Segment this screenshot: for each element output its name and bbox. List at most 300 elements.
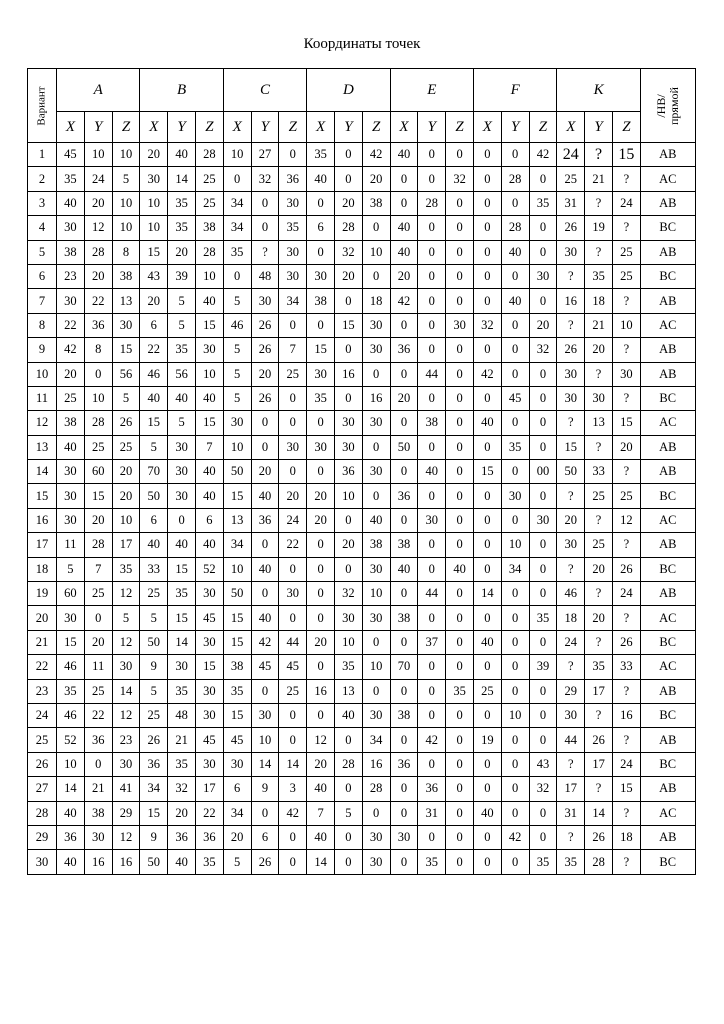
coord-cell-e-x: 20 — [390, 264, 418, 288]
coord-cell-b-y: 35 — [168, 216, 196, 240]
coord-cell-d-x: 15 — [307, 338, 335, 362]
coord-cell-k-x: 24 — [557, 143, 585, 167]
coord-cell-k-x: ? — [557, 411, 585, 435]
coord-cell-f-z: 43 — [529, 752, 557, 776]
coord-cell-f-x: 40 — [473, 801, 501, 825]
coord-cell-f-y: 0 — [501, 850, 529, 874]
coord-cell-c-y: 26 — [251, 386, 279, 410]
table-row — [28, 484, 696, 508]
coord-cell-a-z: 10 — [112, 508, 140, 532]
variant-number-cell: 1 — [28, 143, 57, 167]
coord-cell-e-z: 0 — [446, 338, 474, 362]
coord-cell-b-z: 6 — [195, 508, 223, 532]
nv-line-cell: AB — [640, 582, 695, 606]
coord-cell-b-y: 5 — [168, 411, 196, 435]
coord-cell-d-z: 30 — [362, 313, 390, 337]
coord-cell-a-x: 46 — [57, 703, 85, 727]
coord-cell-d-y: 16 — [334, 362, 362, 386]
coord-cell-b-x: 15 — [140, 801, 168, 825]
coord-cell-b-y: 30 — [168, 460, 196, 484]
coord-cell-a-z: 16 — [112, 850, 140, 874]
coord-cell-a-z: 41 — [112, 777, 140, 801]
coord-cell-d-y: 36 — [334, 460, 362, 484]
coord-cell-e-z: 35 — [446, 679, 474, 703]
coord-cell-f-z: 42 — [529, 143, 557, 167]
coord-cell-b-y: 40 — [168, 143, 196, 167]
coord-cell-b-x: 50 — [140, 484, 168, 508]
coord-cell-f-z: 0 — [529, 679, 557, 703]
coord-cell-d-y: 13 — [334, 679, 362, 703]
coord-cell-k-x: 30 — [557, 386, 585, 410]
nv-line-cell: AB — [640, 435, 695, 459]
coord-cell-k-y: 17 — [585, 679, 613, 703]
coord-cell-d-x: 0 — [307, 606, 335, 630]
coord-cell-a-x: 20 — [57, 362, 85, 386]
nv-line-cell: BC — [640, 264, 695, 288]
coord-cell-a-z: 5 — [112, 386, 140, 410]
axis-header-a-y: Y — [84, 112, 112, 143]
variant-number-cell: 26 — [28, 752, 57, 776]
nv-line-cell: AC — [640, 655, 695, 679]
coord-cell-c-x: 15 — [223, 703, 251, 727]
coord-cell-b-y: 30 — [168, 655, 196, 679]
table-row — [28, 557, 696, 581]
coord-cell-a-x: 45 — [57, 143, 85, 167]
coord-cell-a-z: 29 — [112, 801, 140, 825]
coord-cell-k-z: ? — [612, 533, 640, 557]
coord-cell-f-x: 40 — [473, 411, 501, 435]
coord-cell-a-z: 20 — [112, 460, 140, 484]
coord-cell-c-x: 34 — [223, 533, 251, 557]
nv-line-cell: AC — [640, 167, 695, 191]
coord-cell-k-z: 12 — [612, 508, 640, 532]
coord-cell-c-z: 0 — [279, 143, 307, 167]
coord-cell-b-y: 36 — [168, 825, 196, 849]
coord-cell-d-y: 30 — [334, 606, 362, 630]
coord-cell-k-x: 30 — [557, 703, 585, 727]
coord-cell-e-z: 0 — [446, 777, 474, 801]
coord-cell-f-z: 0 — [529, 362, 557, 386]
coord-cell-c-x: 5 — [223, 386, 251, 410]
coord-cell-c-x: 15 — [223, 630, 251, 654]
nv-line-cell: AB — [640, 460, 695, 484]
coord-cell-a-y: 8 — [84, 338, 112, 362]
coord-cell-b-z: 15 — [195, 313, 223, 337]
coord-cell-k-x: 26 — [557, 338, 585, 362]
coord-cell-b-z: 45 — [195, 728, 223, 752]
coord-cell-e-x: 42 — [390, 289, 418, 313]
coord-cell-c-x: 5 — [223, 289, 251, 313]
coord-cell-d-y: 28 — [334, 752, 362, 776]
coord-cell-b-y: 20 — [168, 801, 196, 825]
coord-cell-d-z: 30 — [362, 606, 390, 630]
coord-cell-k-x: 16 — [557, 289, 585, 313]
coord-cell-e-z: 0 — [446, 484, 474, 508]
coord-cell-k-x: 24 — [557, 630, 585, 654]
coord-cell-f-y: 0 — [501, 630, 529, 654]
variant-number-cell: 14 — [28, 460, 57, 484]
coord-cell-a-x: 35 — [57, 167, 85, 191]
coord-cell-e-x: 40 — [390, 143, 418, 167]
coord-cell-f-x: 0 — [473, 825, 501, 849]
coord-cell-f-x: 0 — [473, 777, 501, 801]
table-row — [28, 338, 696, 362]
coord-cell-f-x: 0 — [473, 191, 501, 215]
coord-cell-f-z: 35 — [529, 606, 557, 630]
table-row — [28, 362, 696, 386]
page-title: Координаты точек — [303, 36, 421, 52]
coord-cell-c-z: 25 — [279, 679, 307, 703]
coord-cell-d-y: 0 — [334, 728, 362, 752]
coord-cell-f-x: 0 — [473, 386, 501, 410]
coord-cell-d-y: 32 — [334, 240, 362, 264]
coord-cell-b-z: 25 — [195, 191, 223, 215]
coord-cell-e-x: 0 — [390, 508, 418, 532]
coord-cell-f-z: 20 — [529, 313, 557, 337]
axis-header-e-y: Y — [418, 112, 446, 143]
coord-cell-c-z: 0 — [279, 728, 307, 752]
coord-cell-f-x: 0 — [473, 752, 501, 776]
coord-cell-c-y: 0 — [251, 216, 279, 240]
coord-cell-b-z: 30 — [195, 679, 223, 703]
coord-cell-e-z: 0 — [446, 825, 474, 849]
coord-cell-a-y: 28 — [84, 411, 112, 435]
coord-cell-k-z: 26 — [612, 630, 640, 654]
variant-number-cell: 22 — [28, 655, 57, 679]
variant-number-cell: 30 — [28, 850, 57, 874]
coord-cell-f-z: 30 — [529, 508, 557, 532]
coord-cell-a-z: 35 — [112, 557, 140, 581]
coord-cell-d-y: 5 — [334, 801, 362, 825]
coord-cell-b-z: 7 — [195, 435, 223, 459]
coord-cell-f-y: 42 — [501, 825, 529, 849]
coord-cell-k-y: 26 — [585, 825, 613, 849]
coord-cell-b-x: 9 — [140, 655, 168, 679]
coord-cell-f-y: 0 — [501, 264, 529, 288]
coord-cell-b-x: 25 — [140, 582, 168, 606]
variant-number-cell: 2 — [28, 167, 57, 191]
coord-cell-a-z: 12 — [112, 703, 140, 727]
coord-cell-b-z: 22 — [195, 801, 223, 825]
coord-cell-a-x: 14 — [57, 777, 85, 801]
coord-cell-c-y: 0 — [251, 435, 279, 459]
variant-number-cell: 4 — [28, 216, 57, 240]
coord-cell-d-z: 0 — [362, 679, 390, 703]
coord-cell-c-y: 26 — [251, 850, 279, 874]
coord-cell-c-z: 44 — [279, 630, 307, 654]
coord-cell-d-y: 40 — [334, 703, 362, 727]
coord-cell-a-y: 36 — [84, 313, 112, 337]
coord-cell-f-y: 0 — [501, 411, 529, 435]
table-row — [28, 630, 696, 654]
coord-cell-a-x: 52 — [57, 728, 85, 752]
coord-cell-e-x: 0 — [390, 191, 418, 215]
coord-cell-b-y: 35 — [168, 191, 196, 215]
table-row — [28, 289, 696, 313]
coord-cell-c-x: 30 — [223, 752, 251, 776]
coord-cell-k-x: 18 — [557, 606, 585, 630]
variant-number-cell: 5 — [28, 240, 57, 264]
coord-cell-c-z: 0 — [279, 606, 307, 630]
nv-line-cell: AB — [640, 143, 695, 167]
coord-cell-d-x: 40 — [307, 777, 335, 801]
coord-cell-c-x: 15 — [223, 606, 251, 630]
coord-cell-c-z: 3 — [279, 777, 307, 801]
coord-cell-f-z: 35 — [529, 191, 557, 215]
coord-cell-k-y: 20 — [585, 606, 613, 630]
coord-cell-a-z: 10 — [112, 143, 140, 167]
coord-cell-a-x: 22 — [57, 313, 85, 337]
coord-cell-k-z: 25 — [612, 264, 640, 288]
coord-cell-f-y: 0 — [501, 655, 529, 679]
coord-cell-k-y: 20 — [585, 557, 613, 581]
coord-cell-c-y: 0 — [251, 191, 279, 215]
nv-line-cell: AB — [640, 240, 695, 264]
coord-cell-k-x: ? — [557, 313, 585, 337]
coord-cell-a-y: 0 — [84, 362, 112, 386]
coord-cell-a-x: 42 — [57, 338, 85, 362]
coord-cell-k-y: ? — [585, 777, 613, 801]
coord-cell-k-y: 25 — [585, 533, 613, 557]
coord-cell-f-z: 00 — [529, 460, 557, 484]
coord-cell-f-z: 39 — [529, 655, 557, 679]
variant-number-cell: 21 — [28, 630, 57, 654]
coord-cell-d-y: 15 — [334, 313, 362, 337]
coord-cell-b-y: 5 — [168, 289, 196, 313]
coord-cell-k-x: ? — [557, 484, 585, 508]
coord-cell-e-x: 0 — [390, 362, 418, 386]
coord-cell-k-z: 30 — [612, 362, 640, 386]
coord-cell-e-z: 0 — [446, 606, 474, 630]
point-header-k: K — [557, 69, 640, 112]
coord-cell-a-x: 11 — [57, 533, 85, 557]
axis-header-c-x: X — [223, 112, 251, 143]
coord-cell-k-x: ? — [557, 557, 585, 581]
coord-cell-e-x: 36 — [390, 752, 418, 776]
coord-cell-a-y: 60 — [84, 460, 112, 484]
coord-cell-c-z: 42 — [279, 801, 307, 825]
coord-cell-b-y: 48 — [168, 703, 196, 727]
coord-cell-d-x: 0 — [307, 240, 335, 264]
coord-cell-c-x: 5 — [223, 362, 251, 386]
coord-cell-a-y: 28 — [84, 240, 112, 264]
coord-cell-f-y: 34 — [501, 557, 529, 581]
coord-cell-c-y: 40 — [251, 606, 279, 630]
coord-cell-b-z: 28 — [195, 143, 223, 167]
coord-cell-b-z: 35 — [195, 850, 223, 874]
coord-cell-e-z: 0 — [446, 435, 474, 459]
table-row — [28, 777, 696, 801]
coord-cell-k-y: 25 — [585, 484, 613, 508]
coord-cell-b-x: 15 — [140, 411, 168, 435]
coord-cell-k-z: ? — [612, 216, 640, 240]
point-header-c: C — [223, 69, 306, 112]
coord-cell-c-z: 0 — [279, 825, 307, 849]
variant-number-cell: 13 — [28, 435, 57, 459]
coord-cell-d-z: 30 — [362, 338, 390, 362]
variant-number-cell: 15 — [28, 484, 57, 508]
coord-cell-b-y: 40 — [168, 533, 196, 557]
coord-cell-c-z: 0 — [279, 411, 307, 435]
variant-number-cell: 20 — [28, 606, 57, 630]
coord-cell-f-y: 0 — [501, 582, 529, 606]
coord-cell-c-x: 35 — [223, 240, 251, 264]
coord-cell-c-z: 22 — [279, 533, 307, 557]
coord-cell-k-y: 13 — [585, 411, 613, 435]
coord-cell-k-y: 18 — [585, 289, 613, 313]
coord-cell-b-x: 5 — [140, 679, 168, 703]
variant-number-cell: 6 — [28, 264, 57, 288]
coord-cell-k-z: 33 — [612, 655, 640, 679]
coord-cell-c-x: 50 — [223, 582, 251, 606]
nv-line-cell: AC — [640, 801, 695, 825]
coord-cell-f-x: 0 — [473, 435, 501, 459]
header-row-points — [28, 69, 696, 112]
coord-cell-b-x: 25 — [140, 703, 168, 727]
coord-cell-e-y: 0 — [418, 289, 446, 313]
coord-cell-b-x: 33 — [140, 557, 168, 581]
coord-cell-e-y: 38 — [418, 411, 446, 435]
axis-header-c-y: Y — [251, 112, 279, 143]
coord-cell-c-y: 0 — [251, 679, 279, 703]
header-row-axes — [28, 112, 696, 143]
axis-header-k-y: Y — [585, 112, 613, 143]
coord-cell-k-z: ? — [612, 801, 640, 825]
coord-cell-a-z: 5 — [112, 606, 140, 630]
coord-cell-c-x: 34 — [223, 191, 251, 215]
coord-cell-a-z: 8 — [112, 240, 140, 264]
coord-cell-f-y: 0 — [501, 728, 529, 752]
table-row — [28, 606, 696, 630]
coord-cell-c-z: 25 — [279, 362, 307, 386]
coord-cell-a-y: 0 — [84, 606, 112, 630]
coord-cell-b-y: 35 — [168, 338, 196, 362]
coord-cell-a-z: 23 — [112, 728, 140, 752]
coord-cell-f-z: 0 — [529, 386, 557, 410]
coord-cell-k-y: 33 — [585, 460, 613, 484]
axis-header-d-y: Y — [334, 112, 362, 143]
coord-cell-d-y: 0 — [334, 386, 362, 410]
coord-cell-k-z: 16 — [612, 703, 640, 727]
coord-cell-k-z: ? — [612, 338, 640, 362]
table-row — [28, 655, 696, 679]
coord-cell-b-z: 30 — [195, 338, 223, 362]
table-row — [28, 801, 696, 825]
coord-cell-e-y: 0 — [418, 240, 446, 264]
coord-cell-c-z: 34 — [279, 289, 307, 313]
coord-cell-f-x: 42 — [473, 362, 501, 386]
coord-cell-k-y: 14 — [585, 801, 613, 825]
coord-cell-k-x: 30 — [557, 362, 585, 386]
coord-cell-a-y: 25 — [84, 679, 112, 703]
coord-cell-c-z: 0 — [279, 557, 307, 581]
coord-cell-c-y: 0 — [251, 801, 279, 825]
coord-cell-f-z: 0 — [529, 411, 557, 435]
coord-cell-e-y: 28 — [418, 191, 446, 215]
coord-cell-a-x: 40 — [57, 435, 85, 459]
coord-cell-c-z: 0 — [279, 386, 307, 410]
coord-cell-f-y: 0 — [501, 508, 529, 532]
coord-cell-b-x: 40 — [140, 533, 168, 557]
coord-cell-a-y: 20 — [84, 264, 112, 288]
coord-cell-f-y: 0 — [501, 777, 529, 801]
coord-cell-c-y: 30 — [251, 289, 279, 313]
coord-cell-e-x: 38 — [390, 606, 418, 630]
coord-cell-d-x: 0 — [307, 411, 335, 435]
axis-header-c-z: Z — [279, 112, 307, 143]
coord-cell-b-y: 5 — [168, 313, 196, 337]
coord-cell-d-x: 40 — [307, 825, 335, 849]
nv-line-cell: BC — [640, 850, 695, 874]
coord-cell-k-z: 15 — [612, 411, 640, 435]
coord-cell-e-y: 0 — [418, 752, 446, 776]
coord-cell-b-y: 21 — [168, 728, 196, 752]
coord-cell-d-z: 38 — [362, 533, 390, 557]
coord-cell-k-x: 35 — [557, 850, 585, 874]
coord-cell-a-z: 5 — [112, 167, 140, 191]
nv-line-cell: BC — [640, 484, 695, 508]
coord-cell-e-y: 0 — [418, 338, 446, 362]
coord-cell-a-x: 15 — [57, 630, 85, 654]
coord-cell-c-y: 40 — [251, 484, 279, 508]
coord-cell-d-x: 35 — [307, 143, 335, 167]
coord-cell-f-y: 0 — [501, 338, 529, 362]
coord-cell-d-x: 20 — [307, 752, 335, 776]
coord-cell-d-z: 40 — [362, 508, 390, 532]
coord-cell-k-z: ? — [612, 728, 640, 752]
coord-cell-f-y: 0 — [501, 801, 529, 825]
coord-cell-c-x: 13 — [223, 508, 251, 532]
table-row — [28, 752, 696, 776]
coord-cell-f-x: 0 — [473, 216, 501, 240]
coord-cell-c-x: 35 — [223, 679, 251, 703]
coord-cell-f-x: 0 — [473, 143, 501, 167]
coord-cell-k-z: 20 — [612, 435, 640, 459]
coord-cell-a-z: 30 — [112, 752, 140, 776]
coord-cell-b-x: 50 — [140, 630, 168, 654]
coord-cell-c-x: 50 — [223, 460, 251, 484]
coord-cell-a-y: 20 — [84, 630, 112, 654]
coord-cell-d-z: 16 — [362, 752, 390, 776]
coord-cell-d-x: 0 — [307, 460, 335, 484]
coord-cell-d-x: 40 — [307, 167, 335, 191]
coord-cell-f-z: 0 — [529, 825, 557, 849]
coord-cell-c-y: 20 — [251, 460, 279, 484]
coord-cell-a-y: 10 — [84, 143, 112, 167]
coord-cell-e-x: 38 — [390, 703, 418, 727]
coord-cell-d-z: 16 — [362, 386, 390, 410]
nv-line-cell: BC — [640, 216, 695, 240]
coord-cell-e-y: 0 — [418, 386, 446, 410]
coord-cell-e-z: 0 — [446, 411, 474, 435]
coord-cell-c-z: 30 — [279, 582, 307, 606]
coord-cell-e-y: 0 — [418, 143, 446, 167]
coord-cell-b-y: 20 — [168, 240, 196, 264]
coord-cell-a-y: 25 — [84, 435, 112, 459]
coord-cell-b-z: 45 — [195, 606, 223, 630]
coord-cell-e-y: 30 — [418, 508, 446, 532]
coord-cell-k-y: 30 — [585, 386, 613, 410]
coord-cell-b-y: 30 — [168, 484, 196, 508]
coord-cell-b-x: 15 — [140, 240, 168, 264]
coord-cell-d-x: 0 — [307, 557, 335, 581]
coord-cell-d-z: 0 — [362, 801, 390, 825]
coord-cell-e-x: 0 — [390, 167, 418, 191]
coord-cell-k-y: ? — [585, 582, 613, 606]
coord-cell-d-x: 30 — [307, 264, 335, 288]
coord-cell-d-y: 0 — [334, 508, 362, 532]
coord-cell-f-y: 30 — [501, 484, 529, 508]
